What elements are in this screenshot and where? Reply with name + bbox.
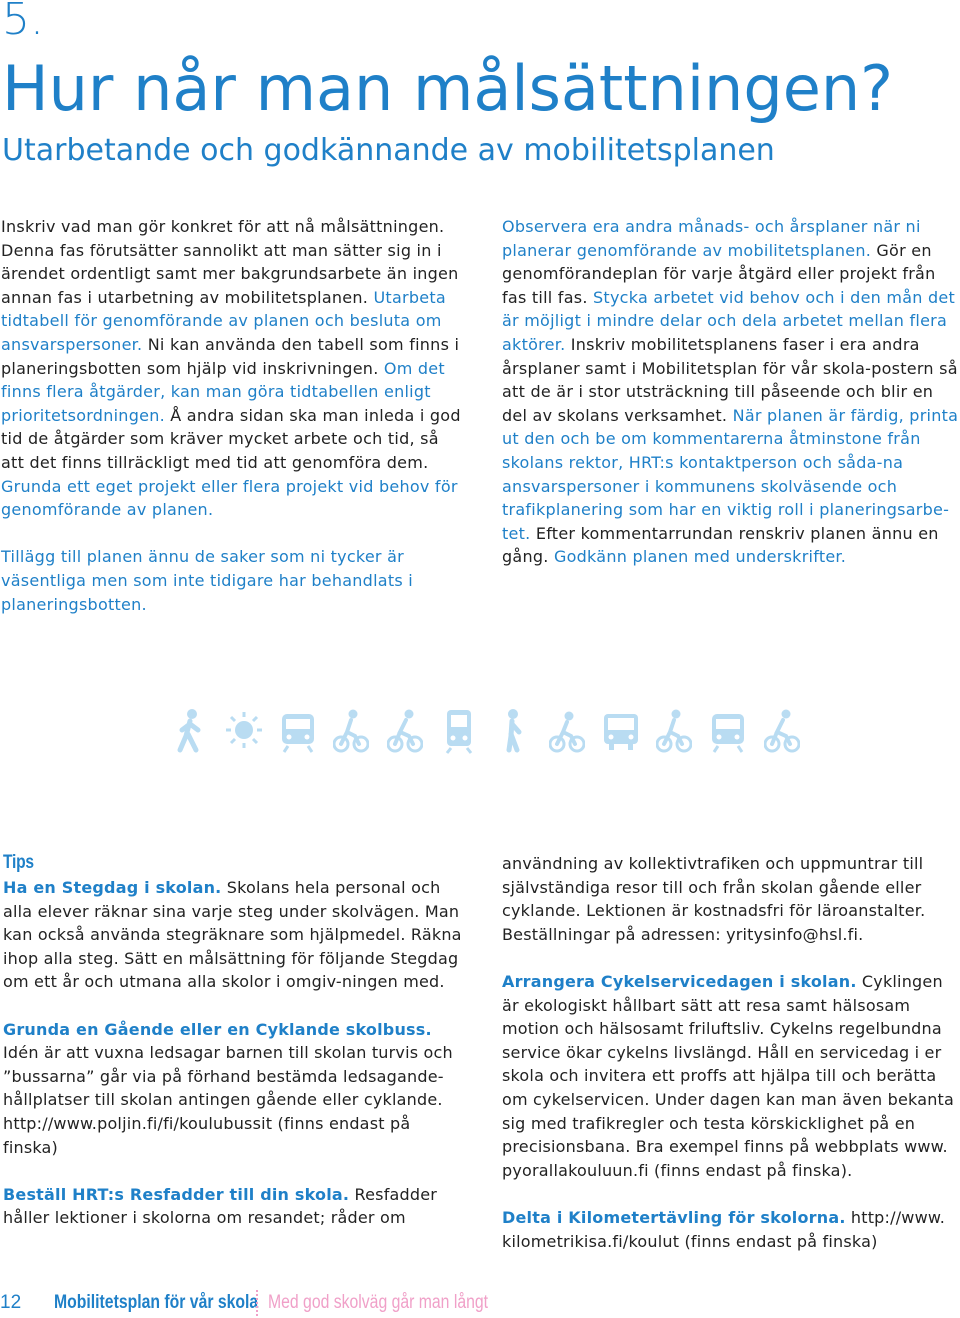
page-subtitle: Utarbetande och godkännande av mobilitetsplanen [2, 133, 775, 168]
intro-text: Å andra sidan ska man inleda i god tid de åtgärder som kräver mycket arbete och tid, så att det finns tillräckligt med tid att genomföra dem. [1, 405, 461, 472]
intro-text: Grunda ett eget projekt eller flera projekt vid behov för genomförande av planen. [1, 476, 458, 520]
tips-left-column [3, 876, 465, 1254]
transport-icon-strip [172, 702, 800, 754]
tips-right-column [502, 852, 960, 1277]
tip-text: Cyklingen är ekologiskt hållbart sätt att resa samt hälsosam motion och hälsosamt friluftsliv. Cykelns regelbundna service ökar cykelns livslängd. Håll en servicedag i er skola och invitera ett proffs att hjälpa till och berätta om cykelservicen. Under dagen kan man även bekanta sig med trafikregler och testa körskicklighet på en precisionsbana. Bra exempel finns på webbplats www. pyorallakouluun.fi (finns endast på finska). [502, 971, 955, 1180]
tip-text: Skolans hela personal och alla elever räknar sina varje steg under skolvägen. Man kan också använda stegräknare som hjälpmedel. Räkna ihop alla steg. Sätt en målsättning för följande Stegdag om ett år och utmana alla skolor i omgiv-ningen med. [3, 878, 462, 992]
tram-icon [280, 706, 316, 754]
intro-text: När planen är färdig, printa ut den och be om kommentarerna åtminstone från skolans rektor, HRT:s kontaktperson och såda-na ansvarspersoner i kommunens skolväsende och trafikplanering som har en viktig roll i planeringsarbe-tet. [502, 405, 959, 543]
tip-text: användning av kollektivtrafiken och uppmuntrar till självständiga resor till och från skolan gående eller cyklande. Lektionen är kostnadsfri för läroanstalter. Beställningar på adressen: yritysinfo@hsl.fi. [502, 854, 926, 944]
cyclist-icon [333, 706, 369, 754]
intro-text: Inskriv mobilitetsplanens faser i era andra årsplaner samt i Mobilitetsplan för vår skola-postern så att de är i stor utsträckning till påseende och blir en del av skolans verksamhet. [502, 334, 958, 425]
intro-text: Godkänn planen med underskrifter. [553, 547, 847, 567]
publication-title: Mobilitetsplan för vår skola [54, 1292, 259, 1313]
footer-slogan: Med god skolväg går man långt [268, 1292, 489, 1313]
tip-text: Resfadder håller lektioner i skolorna om resandet; råder om [3, 1184, 438, 1228]
tips-heading: Tips [3, 852, 34, 873]
intro-text: Inskriv vad man gör konkret för att nå målsättningen. Denna fas förutsätter sannolikt att man sätter sig in i ärendet ordentligt samt mer bakgrundsarbete än ingen annan fas i utarbetning av mobilitetsplanen. [1, 217, 459, 307]
intro-text: Stycka arbetet vid behov och i den mån det är möjligt i mindre delar och dela arbetet mellan flera aktörer. [502, 287, 956, 354]
tip-title: Beställ HRT:s Resfadder till din skola. [3, 1184, 350, 1204]
cyclist-icon [387, 706, 423, 754]
tram-icon [710, 706, 746, 754]
walker-icon [495, 706, 531, 754]
intro-text: Observera era andra månads- och årsplaner när ni planerar genomförande av mobilitetsplanen. [502, 217, 921, 260]
tip-title: Delta i Kilometertävling för skolorna. [502, 1207, 846, 1227]
cyclist-icon [656, 706, 692, 754]
intro-text: Om det finns flera åtgärder, kan man göra tidtabellen enligt prioritetsordningen. [1, 358, 445, 425]
cyclist-icon [764, 706, 800, 754]
cyclist-icon [549, 706, 585, 754]
tip-text: http://www. kilometrikisa.fi/koulut (finns endast på finska) [502, 1207, 945, 1251]
intro-text: Gör en genomförandeplan för varje åtgärd eller projekt från fas till fas. [502, 240, 936, 307]
chapter-number: 5. [2, 0, 44, 45]
intro-text: Utarbeta tidtabell för genomförande av planen och besluta om ansvarspersoner. [1, 287, 446, 354]
tip-title: Ha en Stegdag i skolan. [3, 878, 222, 897]
page-footer [0, 1288, 489, 1318]
tip-text: Idén är att vuxna ledsagar barnen till skolan turvis och ”bussarna” går via på förhand bestämda ledsagande-hållplatser till skolan antingen gående eller cyklande. http://www.poljin.fi/fi/koulubussit (finns endast på finska) [3, 1043, 453, 1157]
intro-left-column [1, 215, 463, 640]
tip-title: Arrangera Cykelservicedagen i skolan. [502, 971, 857, 991]
tip-title: Grunda en Gående eller en Cyklande skolbuss. [3, 1019, 432, 1039]
footer-divider [256, 1290, 259, 1316]
sun-icon [226, 706, 262, 754]
intro-text: Efter kommentarrundan renskriv planen ännu en gång. [502, 523, 939, 567]
walker-icon [172, 706, 208, 754]
page-title: Hur når man målsättningen? [2, 52, 894, 125]
intro-right-column [502, 215, 960, 593]
train-icon [441, 706, 477, 754]
page-number: 12 [0, 1292, 22, 1313]
intro-text: Ni kan använda den tabell som finns i planeringsbotten som hjälp vid inskrivningen. [1, 334, 460, 378]
intro-text: Tillägg till planen ännu de saker som ni tycker är väsentliga men som inte tidigare har behandlats i planeringsbotten. [1, 547, 413, 614]
bus-icon [603, 706, 639, 754]
